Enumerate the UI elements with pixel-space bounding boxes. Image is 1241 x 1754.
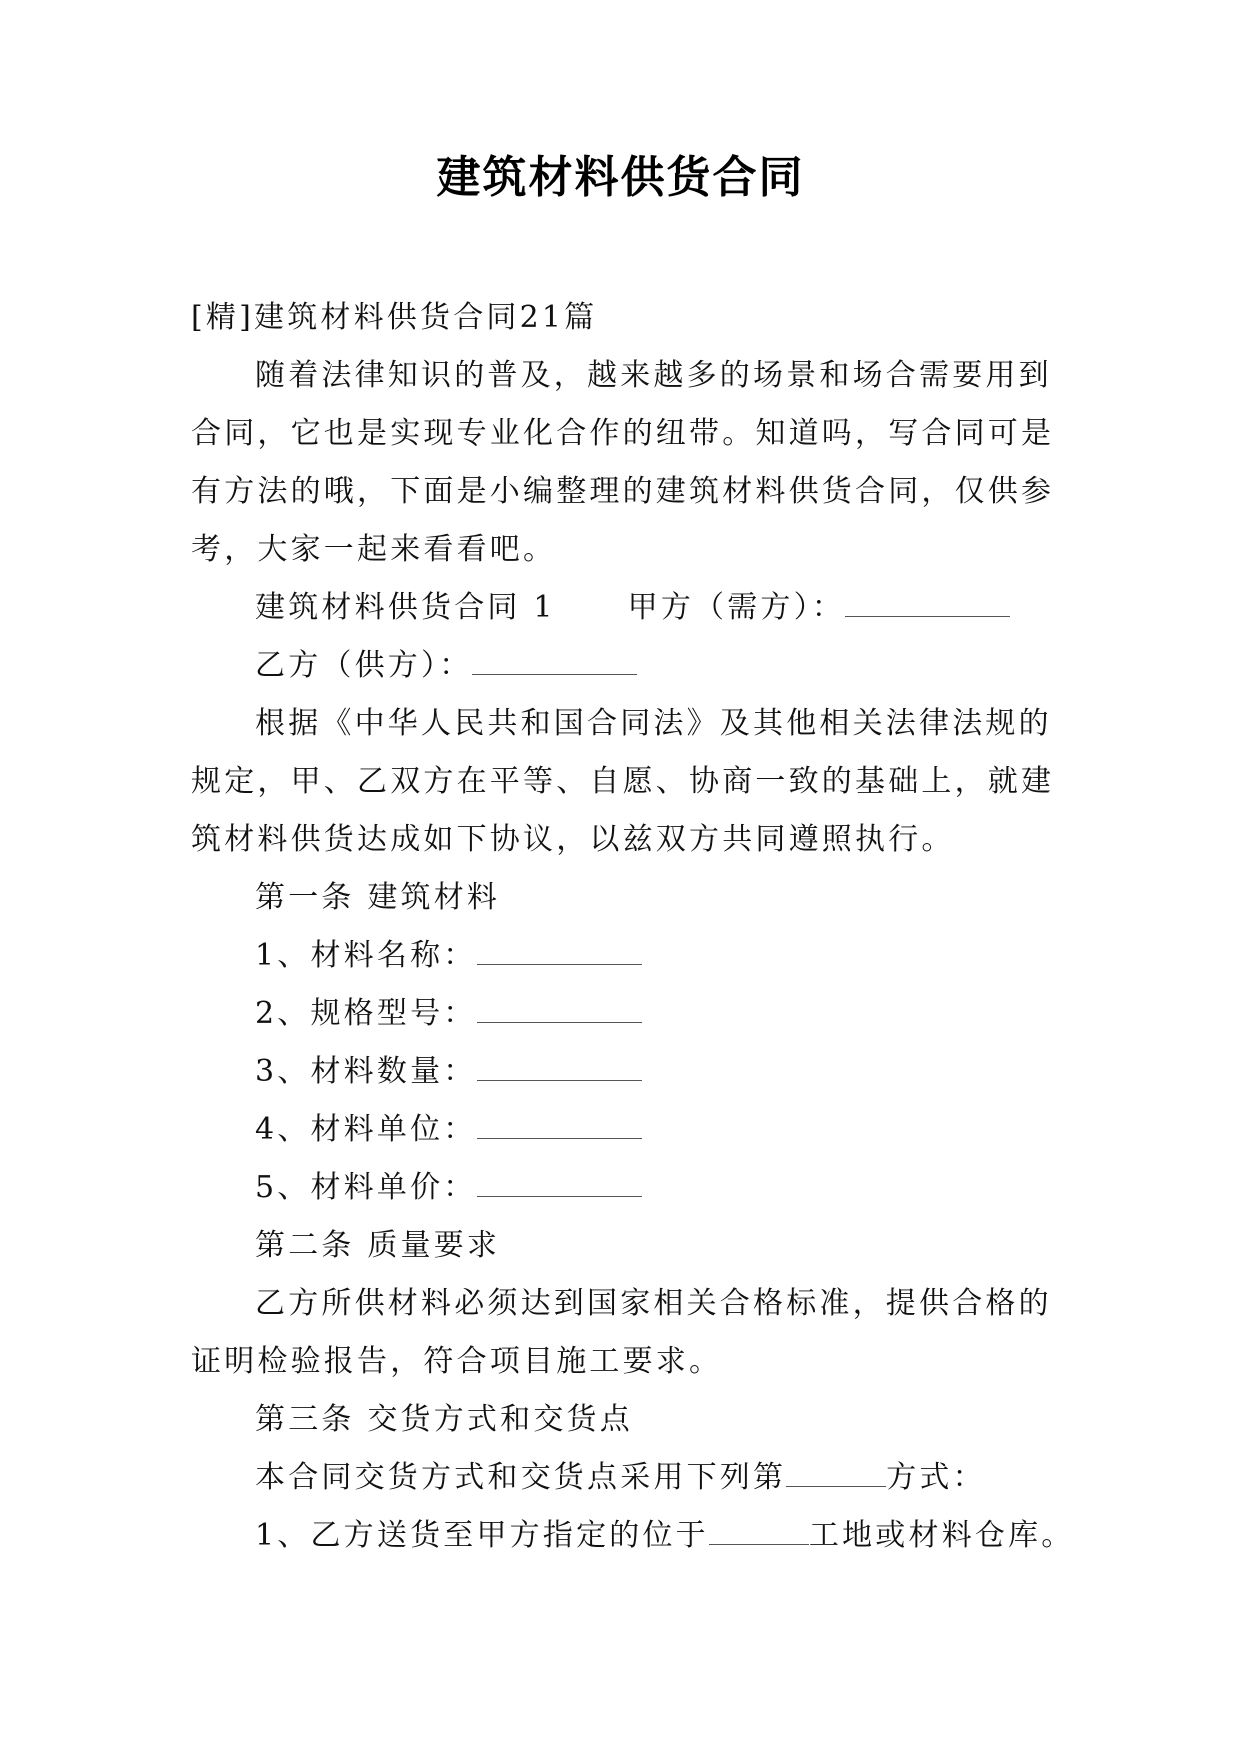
article1-title: 第一条 建筑材料 <box>255 880 501 915</box>
article3-line1-before: 本合同交货方式和交货点采用下列第 <box>255 1460 787 1495</box>
article1-item <box>191 1101 1071 1159</box>
intro-line: 合同，它也是实现专业化合作的纽带。知道吗，写合同可是 <box>191 416 1055 451</box>
article1-item-blank <box>477 1058 642 1081</box>
intro-line: 随着法律知识的普及，越来越多的场景和场合需要用到 <box>255 358 1052 393</box>
article1-item-blank <box>477 1116 642 1139</box>
article3-line <box>191 1449 1071 1507</box>
preamble-line: 筑材料供货达成如下协议，以兹双方共同遵照执行。 <box>191 822 955 857</box>
document-title: 建筑材料供货合同 <box>436 152 805 203</box>
article2-line: 乙方所供材料必须达到国家相关合格标准，提供合格的 <box>255 1286 1052 1321</box>
article1-item-blank <box>477 1174 642 1197</box>
article1-item <box>191 1159 1071 1217</box>
document-body <box>191 289 1075 1565</box>
article3-site-blank <box>709 1522 809 1545</box>
party-a-blank <box>845 594 1010 617</box>
party-b-line <box>191 637 1071 695</box>
preamble-line: 根据《中华人民共和国合同法》及其他相关法律法规的 <box>255 706 1052 741</box>
article3-line1-after: 方式： <box>886 1460 986 1495</box>
contract-heading: 建筑材料供货合同 1 <box>255 590 556 625</box>
article1-item-label: 2、规格型号： <box>255 996 477 1031</box>
article3-line2-after: 工地或材料仓库。 <box>808 1518 1075 1553</box>
intro-line: 有方法的哦，下面是小编整理的建筑材料供货合同，仅供参 <box>191 474 1055 509</box>
article1-item-label: 1、材料名称： <box>255 938 477 973</box>
article3-choice-blank <box>786 1464 886 1487</box>
party-b-label: 乙方（供方）： <box>255 648 473 683</box>
article1-item-label: 4、材料单位： <box>255 1112 477 1147</box>
article2-title: 第二条 质量要求 <box>255 1228 501 1263</box>
document-subtitle: [精]建筑材料供货合同21篇 <box>191 300 598 335</box>
contract-heading-line <box>191 579 1071 637</box>
article1-item-blank <box>477 942 642 965</box>
article1-item <box>191 985 1071 1043</box>
article3-line2-before: 1、乙方送货至甲方指定的位于 <box>255 1518 709 1553</box>
party-a-label: 甲方（需方）： <box>627 590 846 625</box>
article1-item <box>191 927 1071 985</box>
article3-title: 第三条 交货方式和交货点 <box>255 1402 633 1437</box>
article1-item <box>191 1043 1071 1101</box>
preamble-line: 规定，甲、乙双方在平等、自愿、协商一致的基础上，就建 <box>191 764 1055 799</box>
article3-line <box>191 1507 1075 1565</box>
article2-line: 证明检验报告，符合项目施工要求。 <box>191 1344 723 1379</box>
article1-item-blank <box>477 1000 642 1023</box>
article1-item-label: 5、材料单价： <box>255 1170 477 1205</box>
article1-item-label: 3、材料数量： <box>255 1054 477 1089</box>
intro-line: 考，大家一起来看看吧。 <box>191 532 557 567</box>
party-b-blank <box>472 652 637 675</box>
